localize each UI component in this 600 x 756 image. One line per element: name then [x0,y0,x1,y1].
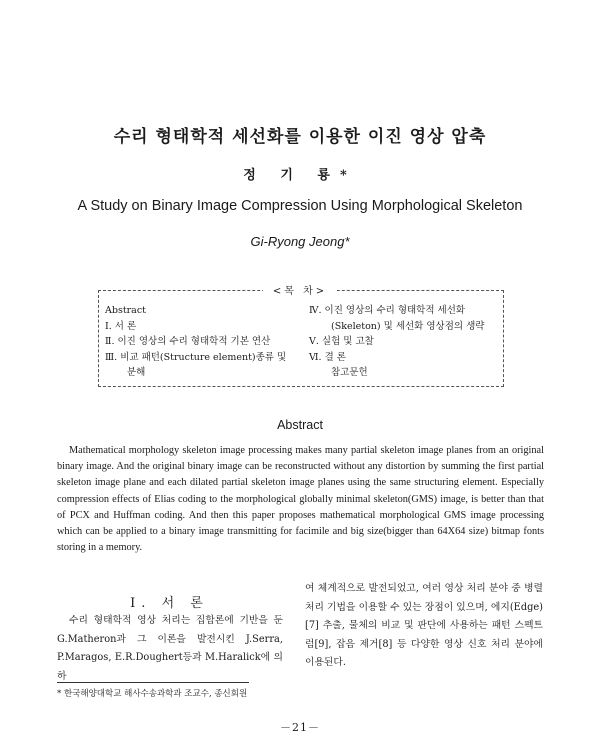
footnote: * 한국해양대학교 해사수송과학과 조교수, 종신회원 [57,689,248,699]
toc-heading: <목 차> [263,282,337,297]
table-of-contents [98,290,504,387]
toc-item: 참고문헌 [331,367,368,378]
abstract-heading: Abstract [277,418,323,432]
toc-item: Ⅲ. 비교 패턴(Structure element)종류 및 [105,351,287,363]
toc-item: 분해 [127,367,146,378]
toc-left-column [105,303,300,381]
paper-title-english: A Study on Binary Image Compression Using Morphological Skeleton [77,198,523,214]
toc-item: (Skeleton) 및 세선화 영상점의 생략 [331,320,485,332]
body-column-right [305,580,543,673]
page-number: －21－ [280,721,320,734]
body-column-left [57,612,283,686]
toc-item: Ⅴ. 실험 및 고찰 [309,336,374,347]
paragraph: 여 체계적으로 발전되었고, 여러 영상 처리 분야 중 병렬 처리 기법을 이용할 수 있는 장점이 있으며, 에지(Edge)[7] 추출, 물체의 비교 및 판단에 사용하는 패턴 스펙트럼[9], 잡음 제거[8] 등 다양한 영상 신호 처리 분야에 이용된다. [305,583,543,668]
toc-item: Ⅵ. 결 론 [309,351,346,363]
abstract-body: Mathematical morphology skeleton image processing makes many partial skeleton image planes from an original binary image. And the original binary image can be reconstructed without any distortion by summing the first partial skeleton image plane and each dilated partial skeleton image planes using the same structuring element. Especially compression effects of Elias coding to the morphological globally minimal skeleton(GMS) image, is better than that of PCX and Huffman coding. And then this paper proposes mathematical morphological GMS image processing which can be applied to a binary image transmitting for facimile and big size(bigger than 64X64 size) bitmap fonts storing in a memory. [57,445,544,554]
section-heading-introduction: Ⅰ. 서 론 [130,596,209,611]
toc-item: Abstract [105,305,146,316]
toc-item: Ⅳ. 이진 영상의 수리 형태학적 세선화 [309,305,466,316]
footnote-divider [57,682,249,683]
toc-item: Ⅰ. 서 론 [105,320,137,332]
author-name-english: Gi-Ryong Jeong* [250,234,350,249]
paragraph: 수리 형태학적 영상 처리는 집합론에 기반을 둔 G.Matheron과 그 이론을 발전시킨 J.Serra, P.Maragos, E.R.Doughert등과 M.Haralick에 의하 [57,615,283,682]
toc-right-column [309,303,499,381]
author-name-korean: 정 기 룡* [243,168,357,183]
toc-item: Ⅱ. 이진 영상의 수리 형태학적 기본 연산 [105,336,271,347]
paper-title-korean: 수리 형태학적 세선화를 이용한 이진 영상 압축 [113,127,487,147]
